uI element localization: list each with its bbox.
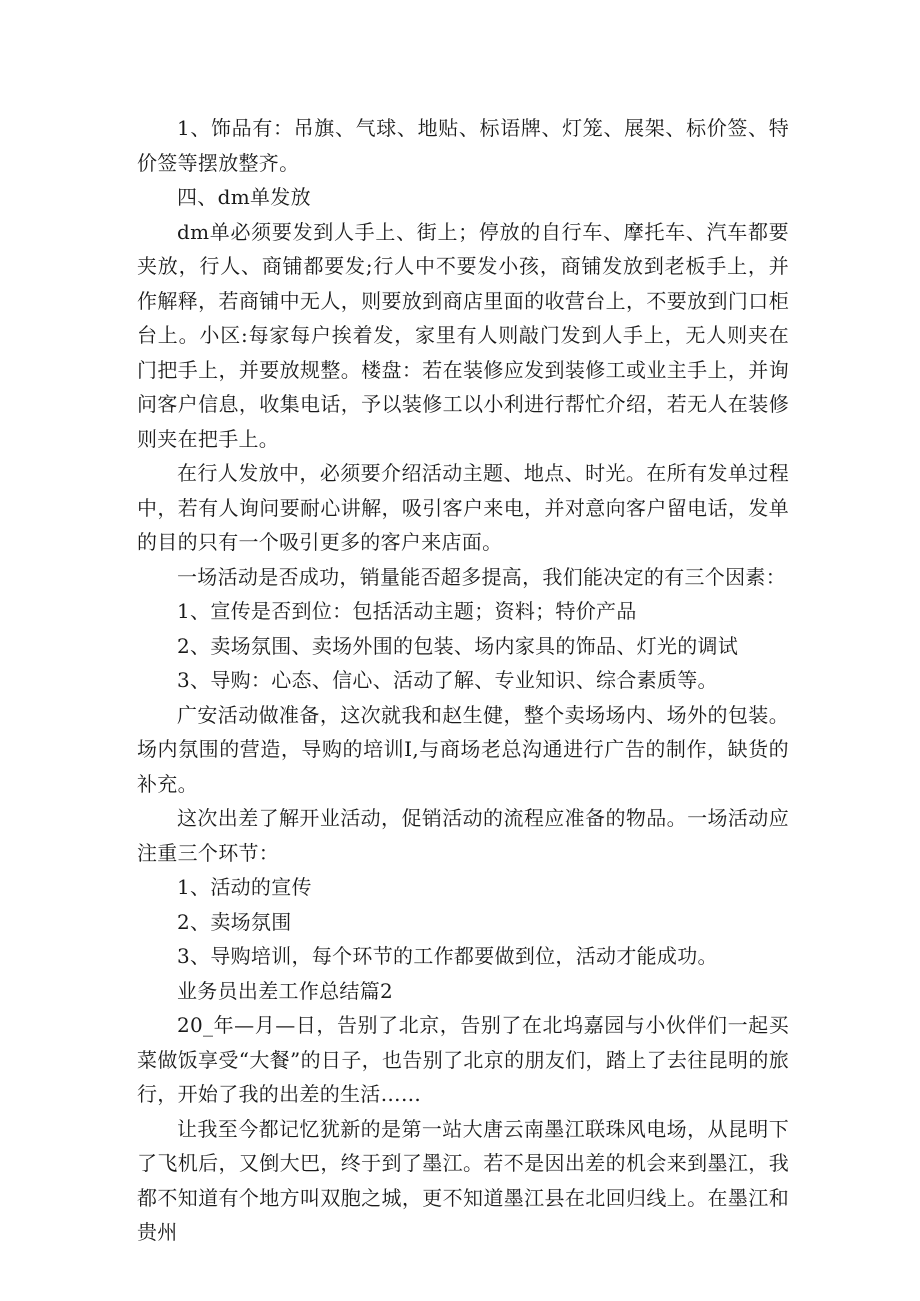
paragraph-dm-distribution: dm单必须要发到人手上、街上；停放的自行车、摩托车、汽车都要夹放，行人、商铺都要发;行人中不要发小孩，商铺发放到老板手上，并作解释，若商铺中无人，则要放到商店里面的收营台上，不要放到门口柜台上。小区:每家每户挨着发，家里有人则敲门发到人手上，无人则夹在门把手上，并要放规整。楼盘：若在装修应发到装修工或业主手上，并询问客户信息，收集电话，予以装修工以小利进行帮忙介绍，若无人在装修则夹在把手上。 <box>137 219 789 451</box>
paragraph-decorations: 1、饰品有：吊旗、气球、地贴、标语牌、灯笼、展架、标价签、特价签等摆放整齐。 <box>137 116 789 175</box>
list-item-atmosphere: 2、卖场氛围、卖场外围的包装、场内家具的饰品、灯光的调试 <box>177 633 739 658</box>
section-heading-part2: 业务员出差工作总结篇2 <box>177 978 394 1003</box>
section-heading-dm: 四、dm单发放 <box>177 185 311 209</box>
paragraph-three-factors: 一场活动是否成功，销量能否超多提高，我们能决定的有三个因素： <box>177 564 786 589</box>
paragraph-mojiang: 让我至今都记忆犹新的是第一站大唐云南墨江联珠风电场，从昆明下了飞机后，又倒大巴，终于到了墨江。若不是因出差的机会来到墨江，我都不知道有个地方叫双胞之城，更不知道墨江县在北回归线上。在墨江和贵州 <box>137 1116 789 1244</box>
paragraph-beijing: 20_年—月—日，告别了北京，告别了在北坞嘉园与小伙伴们一起买菜做饭享受“大餐”的日子，也告别了北京的朋友们，踏上了去往昆明的旅行，开始了我的出差的生活…… <box>137 1013 789 1106</box>
list-item-sales-guide: 3、导购：心态、信心、活动了解、专业知识、综合素质等。 <box>177 668 718 692</box>
paragraph-pedestrian: 在行人发放中，必须要介绍活动主题、地点、时光。在所有发单过程中，若有人询问要耐心讲解，吸引客户来电，并对意向客户留电话，发单的目的只有一个吸引更多的客户来店面。 <box>137 461 789 554</box>
list-item-publicity: 1、宣传是否到位：包括活动主题；资料；特价产品 <box>177 599 637 623</box>
paragraph-guangan: 广安活动做准备，这次就我和赵生健，整个卖场场内、场外的包装。场内氛围的营造，导购的培训I,与商场老总沟通进行广告的制作，缺货的补充。 <box>137 702 789 796</box>
list-item-store-atmosphere: 2、卖场氛围 <box>177 909 292 934</box>
paragraph-three-links: 这次出差了解开业活动，促销活动的流程应准备的物品。一场活动应注重三个环节： <box>137 806 789 865</box>
list-item-event-publicity: 1、活动的宣传 <box>177 875 312 899</box>
document-body <box>137 111 789 1250</box>
list-item-training: 3、导购培训，每个环节的工作都要做到位，活动才能成功。 <box>177 944 718 968</box>
